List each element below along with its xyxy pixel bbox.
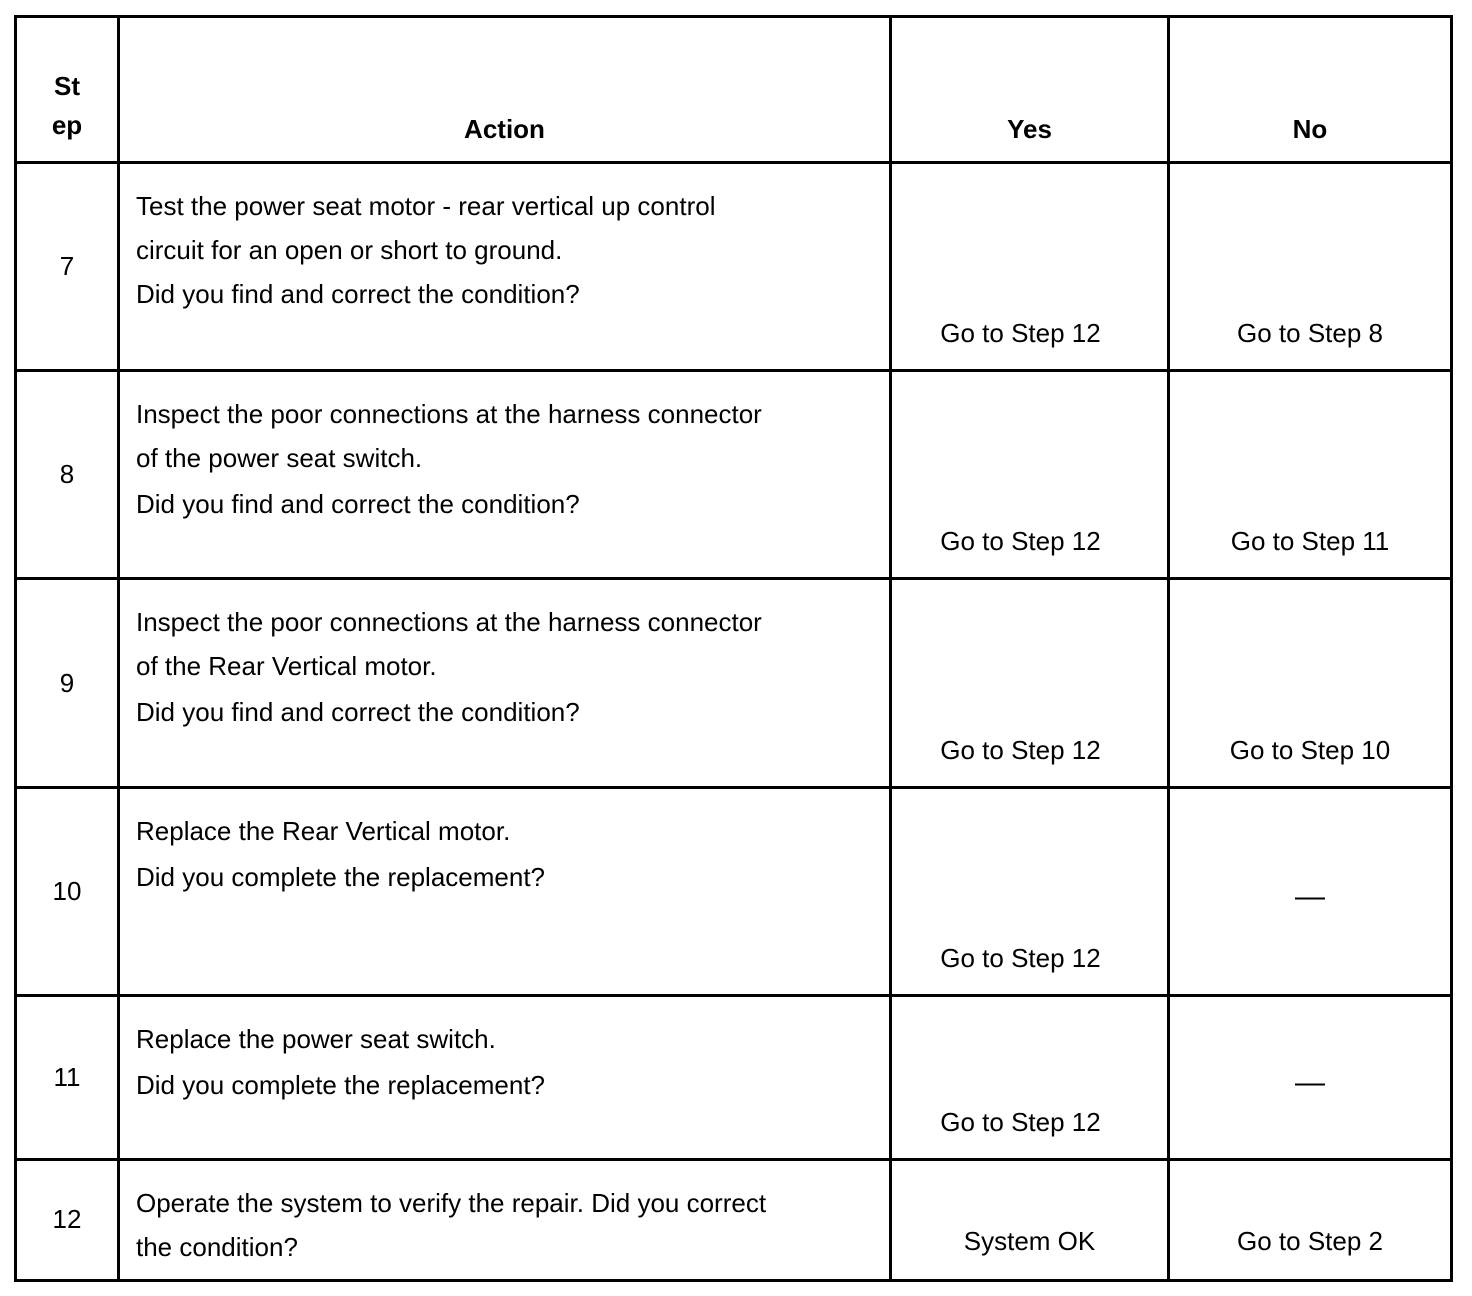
- yes-cell: [891, 1159, 1169, 1280]
- yes-result: Go to Step 12: [940, 942, 1101, 973]
- action-line: the condition?: [136, 1231, 298, 1262]
- yes-result: Go to Step 12: [940, 526, 1101, 557]
- action-text: [119, 787, 891, 995]
- action-line: Inspect the poor connections at the harness connector: [136, 607, 762, 638]
- yes-cell: [891, 579, 1169, 787]
- header-step-line2: ep: [51, 110, 83, 141]
- no-result: Go to Step 8: [1237, 318, 1383, 349]
- table-row: [16, 1159, 1452, 1280]
- no-cell: [1169, 995, 1452, 1159]
- dash-mark: [1295, 1084, 1325, 1086]
- header-action: Action: [119, 17, 891, 163]
- no-result: Go to Step 11: [1230, 526, 1390, 557]
- step-number: 9: [16, 579, 119, 787]
- yes-result: Go to Step 12: [940, 318, 1101, 349]
- no-cell: [1169, 579, 1452, 787]
- yes-cell: [891, 787, 1169, 995]
- step-number: 10: [16, 787, 119, 995]
- step-number: 8: [16, 371, 119, 579]
- action-line: Did you find and correct the condition?: [136, 489, 580, 520]
- header-no: No: [1169, 17, 1452, 163]
- yes-result: System OK: [963, 1226, 1096, 1256]
- yes-cell: [891, 371, 1169, 579]
- action-line: Did you find and correct the condition?: [136, 697, 580, 728]
- yes-cell: [891, 995, 1169, 1159]
- action-line: Did you find and correct the condition?: [136, 279, 580, 310]
- action-text: [119, 1159, 891, 1280]
- table-row: [16, 163, 1452, 371]
- step-number: 12: [16, 1159, 119, 1280]
- no-result: Go to Step 2: [1237, 1226, 1383, 1256]
- action-line: of the Rear Vertical motor.: [136, 651, 437, 682]
- action-line: Operate the system to verify the repair. Did you correct: [136, 1187, 767, 1218]
- yes-result: Go to Step 12: [940, 1106, 1101, 1137]
- action-line: of the power seat switch.: [136, 443, 423, 474]
- table-row: [16, 995, 1452, 1159]
- step-number: 7: [16, 163, 119, 371]
- action-line: Replace the Rear Vertical motor.: [136, 815, 511, 846]
- no-cell: [1169, 371, 1452, 579]
- header-yes: Yes: [891, 17, 1169, 163]
- yes-result: Go to Step 12: [940, 734, 1101, 765]
- action-text: [119, 371, 891, 579]
- table-row: [16, 579, 1452, 787]
- action-line: Test the power seat motor - rear vertical up control: [136, 191, 716, 222]
- table-header-row: [16, 17, 1452, 163]
- diagnostic-table: [14, 15, 1453, 1282]
- header-step: [16, 17, 119, 163]
- action-line: Did you complete the replacement?: [136, 1069, 546, 1100]
- no-cell: [1169, 1159, 1452, 1280]
- yes-cell: [891, 163, 1169, 371]
- action-line: Did you complete the replacement?: [136, 861, 546, 892]
- header-step-line1: St: [54, 71, 80, 102]
- action-line: circuit for an open or short to ground.: [136, 235, 563, 266]
- no-result-dash: [1170, 876, 1450, 907]
- dash-mark: [1295, 898, 1325, 900]
- table-row: [16, 371, 1452, 579]
- action-line: Inspect the poor connections at the harness connector: [136, 399, 762, 430]
- no-cell: [1169, 163, 1452, 371]
- action-text: [119, 579, 891, 787]
- no-cell: [1169, 787, 1452, 995]
- action-text: [119, 995, 891, 1159]
- no-result: Go to Step 10: [1229, 734, 1391, 765]
- step-number: 11: [16, 995, 119, 1159]
- no-result-dash: [1170, 1062, 1450, 1093]
- action-text: [119, 163, 891, 371]
- action-line: Replace the power seat switch.: [136, 1023, 496, 1054]
- table-row: [16, 787, 1452, 995]
